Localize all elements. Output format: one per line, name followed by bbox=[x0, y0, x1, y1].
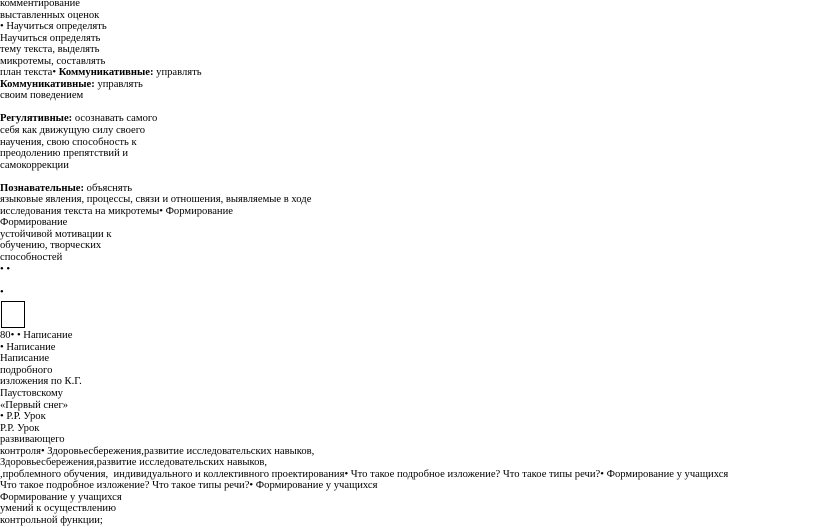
competency-heading: Познавательные: bbox=[0, 182, 84, 194]
blank-line bbox=[0, 171, 816, 183]
bullet-line: • • bbox=[0, 263, 11, 275]
text-line: Научиться определять bbox=[0, 32, 101, 44]
text-line bbox=[0, 113, 816, 125]
text-line: выставленных оценок bbox=[0, 9, 100, 21]
competency-heading: Регулятивные: bbox=[0, 113, 73, 125]
text-run: управлять bbox=[94, 78, 143, 90]
text-line: Паустовскому bbox=[0, 387, 63, 399]
text-line: • Написание bbox=[0, 341, 56, 353]
text-line: способностей bbox=[0, 252, 63, 264]
text-line: изложения по К.Г. bbox=[0, 376, 82, 388]
text-line: обучению, творческих bbox=[0, 240, 102, 252]
blank-line bbox=[0, 102, 816, 114]
text-line: Здоровьесбережения,развитие исследовательских навыков, bbox=[0, 457, 268, 469]
text-line: микротемы, составлять bbox=[0, 55, 106, 67]
competency-heading: Коммуникативные: bbox=[0, 78, 95, 90]
text-line: тему текста, выделять bbox=[0, 44, 100, 56]
text-line: себя как движущую силу своего bbox=[0, 125, 146, 137]
text-line: • Научиться определять bbox=[0, 21, 107, 33]
text-line: развивающего bbox=[0, 434, 65, 446]
text-line: контрольной функции; bbox=[0, 514, 103, 526]
text-line: контроля• Здоровьесбережения,развитие исследовательских навыков, bbox=[0, 445, 315, 457]
text-line: самокоррекции bbox=[0, 159, 69, 171]
text-line bbox=[0, 67, 816, 79]
text-line: Р.Р. Урок bbox=[0, 422, 40, 434]
competency-heading: Коммуникативные: bbox=[58, 67, 154, 79]
text-line: Формирование у учащихся bbox=[0, 491, 122, 503]
text-line bbox=[0, 183, 816, 195]
text-line: преодолению препятствий и bbox=[0, 148, 129, 160]
text-line: «Первый снег» bbox=[0, 399, 69, 411]
text-line: Написание bbox=[0, 353, 50, 365]
text-line: устойчивой мотивации к bbox=[0, 228, 112, 240]
empty-table-cell bbox=[1, 301, 25, 328]
text-run: управлять bbox=[153, 67, 202, 79]
text-line: Формирование bbox=[0, 217, 68, 229]
text-line: 80• • Написание bbox=[0, 330, 73, 342]
text-line: научения, свою способность к bbox=[0, 136, 137, 148]
text-run: план текста• bbox=[0, 67, 59, 79]
text-line: подробного bbox=[0, 364, 53, 376]
bullet-line: • bbox=[0, 286, 4, 298]
text-line: • Р.Р. Урок bbox=[0, 411, 46, 423]
text-line: ,проблемного обучения, индивидуального и коллективного проектирования• Что такое подробное изложение? Что такое типы речи?• Формирование у учащихся bbox=[0, 468, 729, 480]
text-line: своим поведением bbox=[0, 90, 84, 102]
text-line: Что такое подробное изложение? Что такое типы речи?• Формирование у учащихся bbox=[0, 480, 378, 492]
blank-line bbox=[0, 275, 816, 287]
text-line: исследования текста на микротемы• Формирование bbox=[0, 205, 233, 217]
text-run: осознавать самого bbox=[72, 113, 158, 125]
text-line bbox=[0, 79, 816, 91]
text-line: языковые явления, процессы, связи и отношения, выявляемые в ходе bbox=[0, 194, 312, 206]
text-line: умений к осуществлению bbox=[0, 503, 116, 515]
text-line: комментирование bbox=[0, 0, 80, 9]
text-run: объяснять bbox=[84, 182, 133, 194]
